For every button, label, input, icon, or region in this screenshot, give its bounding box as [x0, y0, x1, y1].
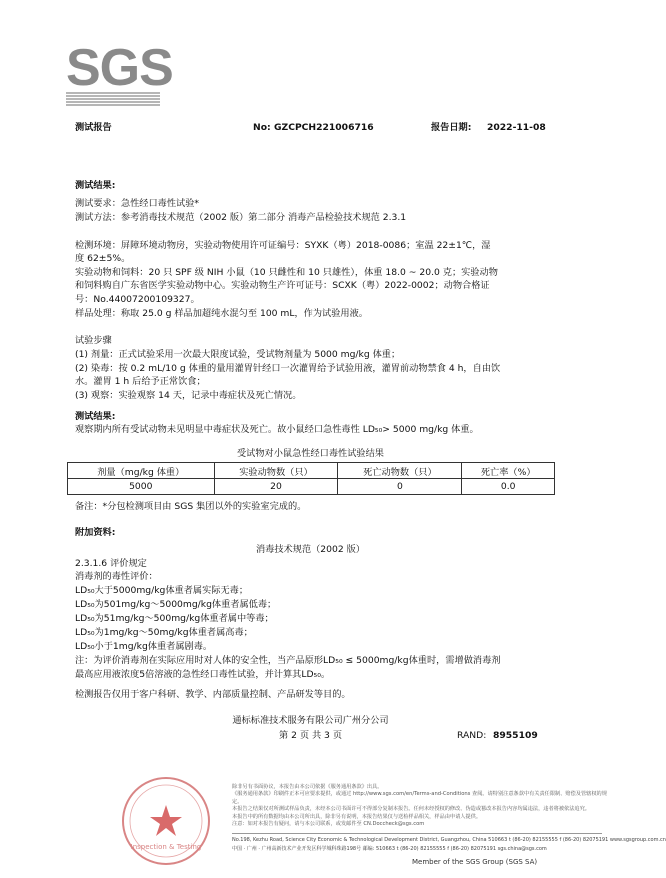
results-heading: 测试结果:	[75, 180, 116, 191]
fine-print-line: 本报告中的所有数据均由本公司所出具，除非另有说明，本报告结果仅与送检样品相关，样品由申请人提供。	[232, 813, 482, 820]
results-table	[67, 462, 555, 495]
report-date-label: 报告日期:	[431, 122, 472, 133]
note-line: 最高应用液浓度5倍溶液的急性经口毒性试验，并计算其LD₅₀。	[75, 669, 331, 680]
animals-line: 和饲料购自广东省医学实验动物中心。实验动物生产许可证号：SCXK（粤）2022-0002；动物合格证	[75, 280, 490, 291]
sample-processing: 样品处理：称取 25.0 g 样品加超纯水混匀至 100 mL，作为试验用液。	[75, 308, 368, 319]
company-name: 通标标准技术服务有限公司广州分公司	[232, 715, 389, 726]
table-header-cell: 死亡动物数（只）	[338, 463, 462, 479]
report-date-value: 2022-11-08	[487, 122, 546, 133]
footer-fine-print	[232, 784, 612, 828]
fine-print-line: 注意：如对本报告有疑问，请与本公司联系，或发邮件至 CN.Doccheck@sgs.com	[232, 821, 425, 828]
grade-item: LD₅₀为1mg/kg～50mg/kg体重者属高毒；	[75, 627, 253, 638]
animals-line: 实验动物和饲料：20 只 SPF 级 NIH 小鼠（10 只雌性和 10 只雄性），体重 18.0 ~ 20.0 克；实验动物	[75, 267, 498, 278]
table-header-cell: 剂量（mg/kg 体重）	[68, 463, 215, 479]
step-2: 水。灌胃 1 h 后给予正常饮食；	[75, 376, 206, 387]
svg-text:Inspection & Testing: Inspection & Testing	[130, 843, 202, 851]
report-no-value: GZCPCH221006716	[274, 122, 374, 133]
environment-line: 检测环境：屏障环境动物房，实验动物使用许可证编号：SYXK（粤）2018-0086；室温 22±1℃，湿	[75, 240, 491, 251]
conclusion-heading: 测试结果:	[75, 411, 116, 422]
step-1: (1) 剂量：正式试验采用一次最大限度试验，受试物剂量为 5000 mg/kg 体重；	[75, 349, 401, 360]
fine-print-line: 除非另有书面协议，本报告由本公司依据《服务通用条款》出具。	[232, 784, 383, 790]
page-info: 第 2 页 共 3 页	[278, 730, 343, 741]
footer-divider	[232, 833, 602, 834]
step-3: (3) 观察：实验观察 14 天，记录中毒症状及死亡情况。	[75, 390, 302, 401]
test-method: 测试方法：参考消毒技术规范（2002 版）第二部分 消毒产品检验技术规范 2.3.1	[75, 212, 407, 223]
rand-value: 8955109	[493, 730, 538, 741]
report-no-label: No:	[253, 122, 271, 133]
appendix-subheading: 2.3.1.6 评价规定	[75, 558, 147, 569]
note-line: 注：为评价消毒剂在实际应用时对人体的安全性，当产品原形LD₅₀ ≤ 5000mg/kg体重时，需增做消毒剂	[75, 655, 501, 666]
grade-item: LD₅₀为51mg/kg～500mg/kg体重者属中等毒；	[75, 613, 274, 624]
official-stamp-icon	[120, 775, 212, 867]
environment-line: 度 62±5%。	[75, 253, 131, 264]
fine-print-line: 本报告之结果仅对所测试样品负责，未经本公司书面许可不得部分复制本报告。任何未经授权的修改、伪造或篡改本报告内容均属违法，违者将被依法追究。	[232, 806, 590, 813]
logo-text: SGS	[66, 39, 173, 97]
appendix-title: 消毒技术规范（2002 版）	[256, 544, 365, 555]
usage-note: 检测报告仅用于客户科研、教学、内部质量控制、产品研发等目的。	[75, 689, 351, 700]
rand-label: RAND:	[457, 730, 487, 741]
table-cell: 20	[214, 479, 338, 495]
footer-address-cn: 中国 · 广州 · 广州高新技术产业开发区科学城科珠路198号 邮编: 510663 t (86-20) 82155555 f (86-20) 82075191 sgs.china@sgs.com	[232, 846, 547, 852]
steps-title: 试验步骤	[75, 335, 112, 346]
table-header-row	[68, 463, 555, 479]
table-row	[68, 479, 555, 495]
footer-address-en: No.198, Kezhu Road, Science City Economic & Technological Development District, Guangzhou, China 510663 t (86-20) 82155555 f (86-20) 82075191 www.sgsgroup.com.cn	[232, 837, 666, 843]
table-cell: 5000	[68, 479, 215, 495]
conclusion-text: 观察期内所有受试动物未见明显中毒症状及死亡。故小鼠经口急性毒性 LD₅₀> 5000 mg/kg 体重。	[75, 424, 479, 435]
table-caption: 受试物对小鼠急性经口毒性试验结果	[237, 448, 384, 459]
table-header-cell: 实验动物数（只）	[214, 463, 338, 479]
animals-line: 号：No.44007200109327。	[75, 294, 200, 305]
logo-stripes-icon	[66, 92, 160, 106]
fine-print-line: 《服务通用条款》印刷件正本可应要求提供，或通过 http://www.sgs.com/en/Terms-and-Conditions 查阅。请特别注意条款中有关责任限制、赔偿及管辖权的规定。	[232, 791, 607, 805]
table-cell: 0.0	[462, 479, 555, 495]
grade-item: LD₅₀大于5000mg/kg体重者属实际无毒；	[75, 585, 249, 596]
appendix-heading: 附加资料:	[75, 527, 116, 538]
table-header-cell: 死亡率（%）	[462, 463, 555, 479]
table-cell: 0	[338, 479, 462, 495]
appendix-intro: 消毒剂的毒性评价：	[75, 571, 158, 582]
test-requirement: 测试要求：急性经口毒性试验*	[75, 198, 200, 209]
member-of-sgs: Member of the SGS Group (SGS SA)	[412, 858, 538, 866]
remark: 备注：*分包检测项目由 SGS 集团以外的实验室完成的。	[75, 501, 307, 512]
step-2: (2) 染毒：按 0.2 mL/10 g 体重的量用灌胃针经口一次灌胃给予试验用液，灌胃前动物禁食 4 h，自由饮	[75, 363, 501, 374]
grade-item: LD₅₀为501mg/kg～5000mg/kg体重者属低毒；	[75, 599, 277, 610]
report-label: 测试报告	[75, 122, 112, 133]
grade-item: LD₅₀小于1mg/kg体重者属剧毒。	[75, 641, 213, 652]
